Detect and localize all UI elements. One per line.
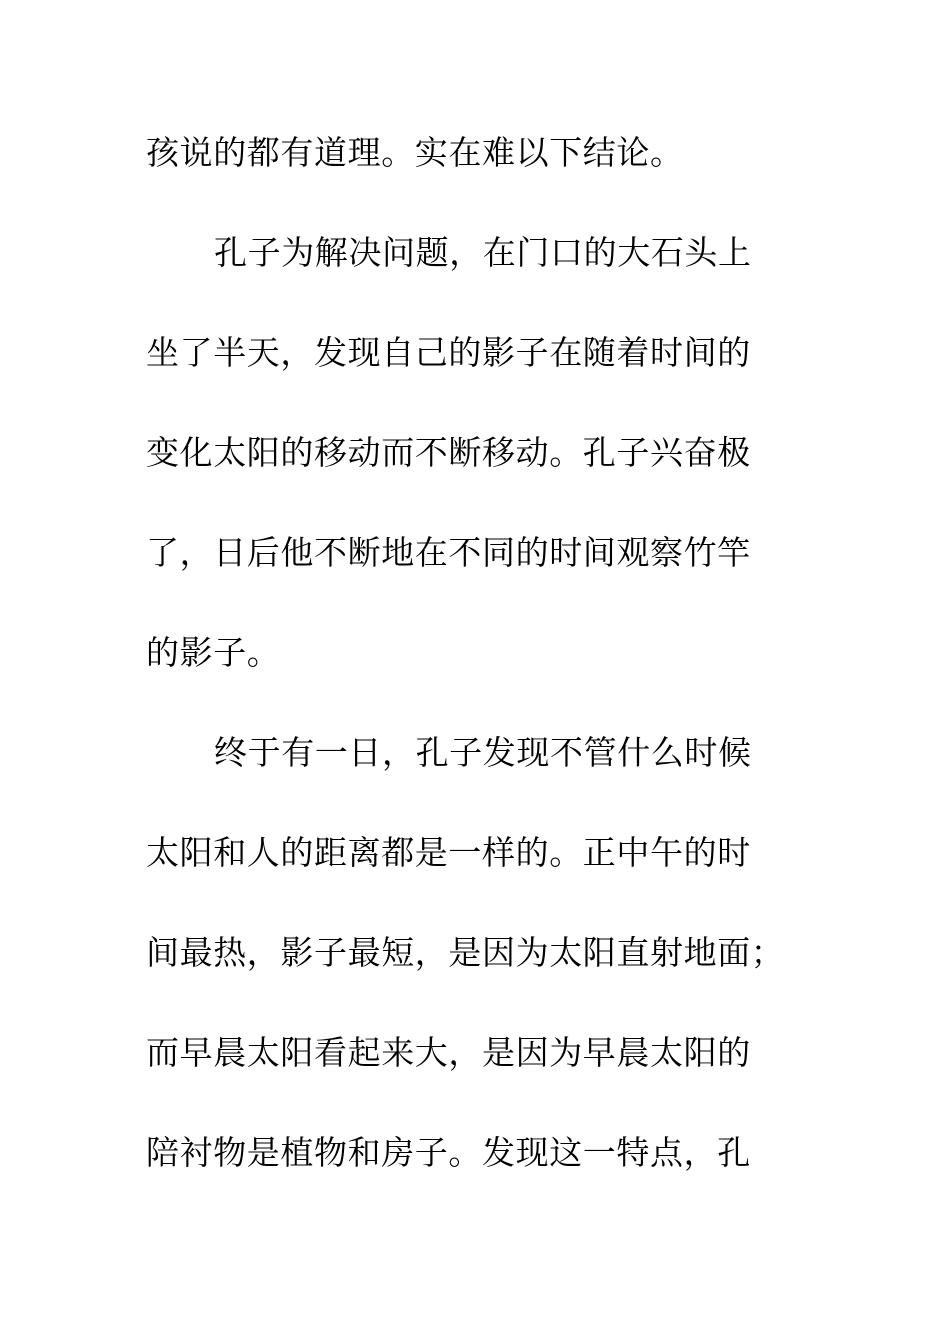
- text-line-6: 的影子。: [146, 633, 281, 672]
- text-line-5: 了，日后他不断地在不同的时间观察竹竿: [146, 533, 751, 572]
- text-line-10: 而早晨太阳看起来大，是因为早晨太阳的: [146, 1033, 751, 1072]
- text-line-11: 陪衬物是植物和房子。发现这一特点，孔: [146, 1133, 751, 1172]
- text-line-4: 变化太阳的移动而不断移动。孔子兴奋极: [146, 433, 751, 472]
- text-line-2: 孔子为解决问题，在门口的大石头上: [214, 233, 752, 272]
- text-line-7: 终于有一日，孔子发现不管什么时候: [214, 733, 752, 772]
- text-line-3: 坐了半天，发现自己的影子在随着时间的: [146, 333, 751, 372]
- text-line-8: 太阳和人的距离都是一样的。正中午的时: [146, 833, 751, 872]
- text-line-1: 孩说的都有道理。实在难以下结论。: [146, 133, 684, 172]
- text-line-9: 间最热，影子最短，是因为太阳直射地面；: [146, 933, 785, 972]
